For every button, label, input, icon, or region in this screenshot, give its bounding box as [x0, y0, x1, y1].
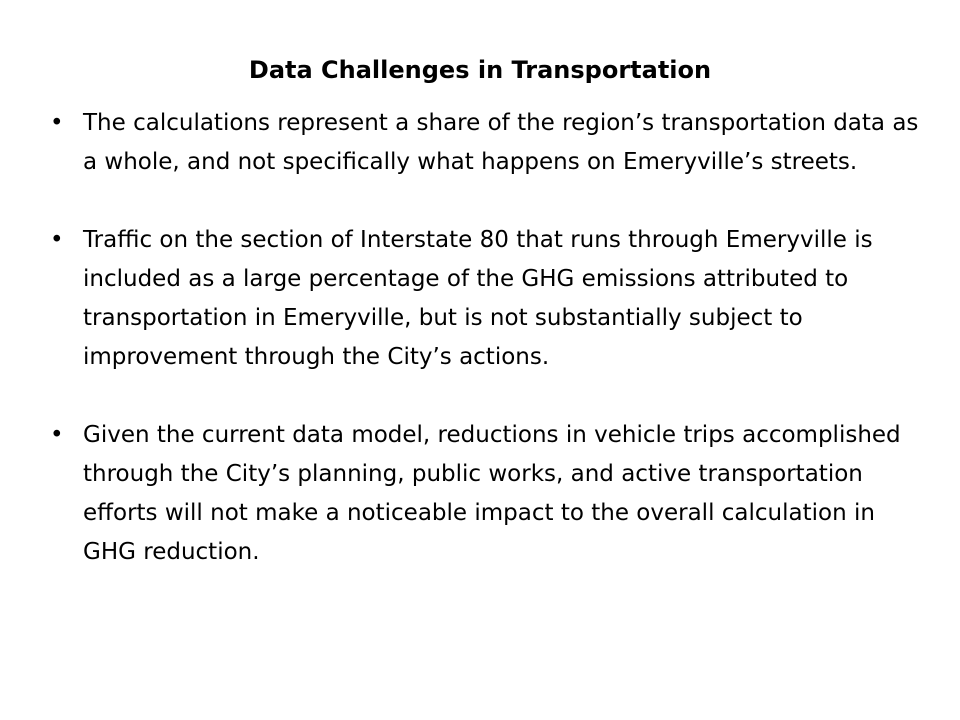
- bullet-text: Traffic on the section of Interstate 80 that runs through Emeryville is included as a large percentage of the GHG emissions attributed to transportation in Emeryville, but is not substantially subject to improvement through the City’s actions.: [83, 227, 873, 370]
- bullet-item: [50, 416, 930, 572]
- bullet-text: Given the current data model, reductions in vehicle trips accomplished through the City’s planning, public works, and active transportation efforts will not make a noticeable impact to the overall calculation in GHG reduction.: [83, 422, 901, 565]
- slide-title: Data Challenges in Transportation: [248, 56, 712, 84]
- bullet-marker: •: [50, 422, 64, 448]
- bullet-list: [50, 104, 930, 572]
- bullet-text: The calculations represent a share of the region’s transportation data as a whole, and not specifically what happens on Emeryville’s streets.: [83, 110, 919, 175]
- bullet-item: [50, 104, 930, 182]
- bullet-marker: •: [50, 227, 64, 253]
- bullet-marker: •: [50, 110, 64, 136]
- bullet-item: [50, 221, 930, 377]
